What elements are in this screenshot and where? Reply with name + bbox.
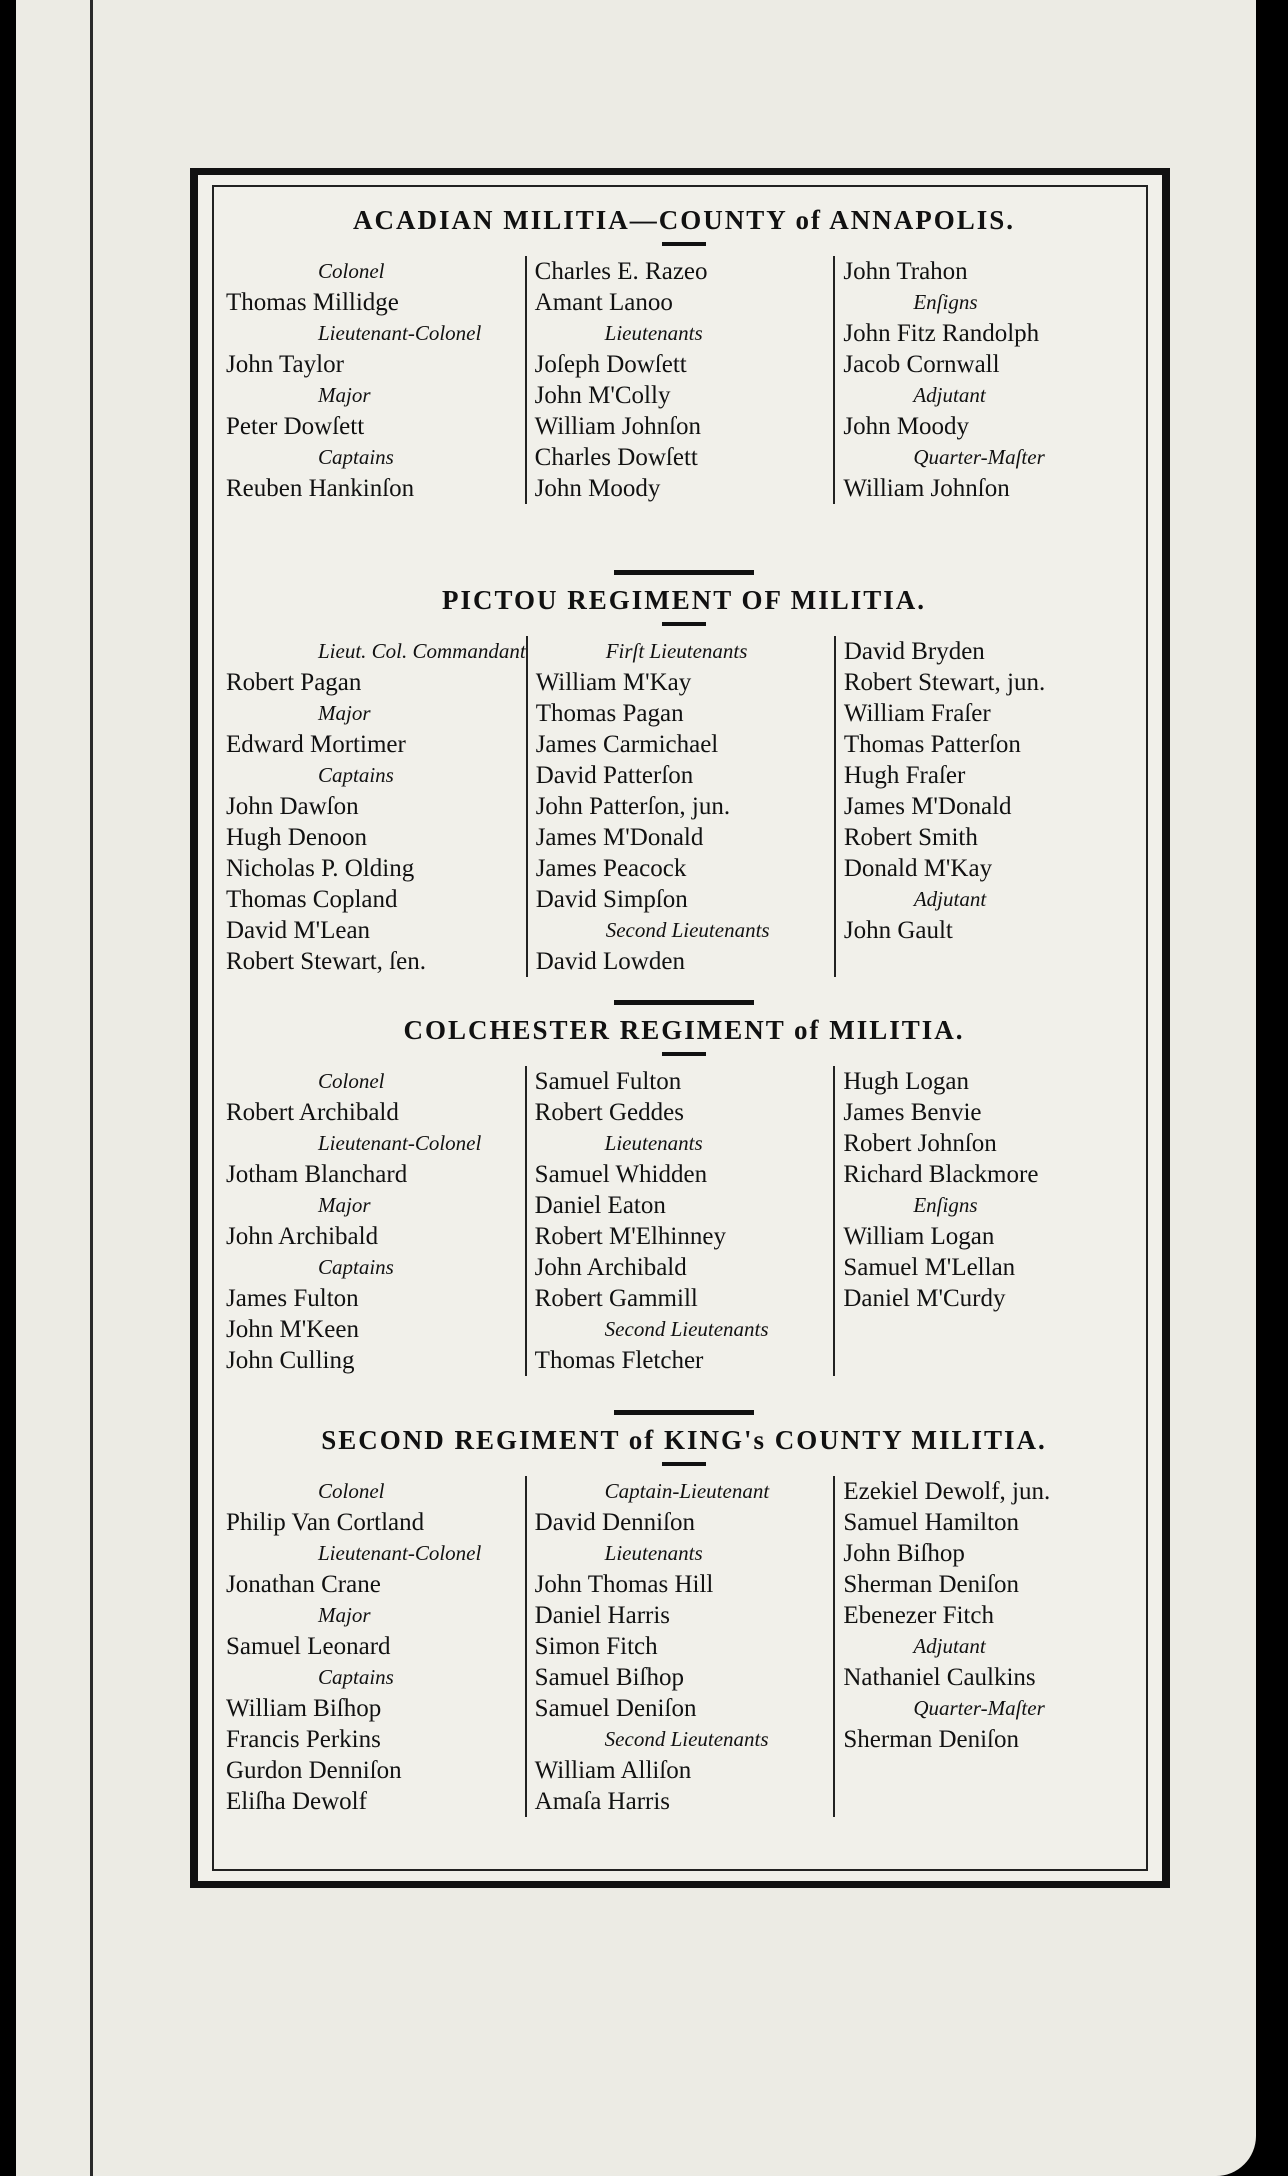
officer-name: Robert Pagan [226, 669, 362, 696]
officer-name: Robert Gammill [534, 1285, 698, 1312]
rank-heading: Lieutenant-Colonel [318, 1131, 482, 1155]
rank-heading: Enſigns [913, 1193, 978, 1217]
column-middle [525, 1066, 834, 1376]
officer-name: James M'Donald [535, 824, 704, 851]
officer-name: Robert Johnſon [843, 1130, 997, 1157]
officer-name: John Archibald [534, 1254, 687, 1281]
section-title: PICTOU REGIMENT OF MILITIA. [441, 585, 927, 615]
officer-name: John Taylor [226, 351, 344, 378]
officer-name: David Denniſon [534, 1509, 696, 1536]
section-annapolis [226, 205, 1142, 504]
rank-heading: Enſigns [913, 290, 978, 314]
rank-heading: Major [318, 1603, 371, 1627]
officer-name: Joſeph Dowſett [534, 351, 687, 378]
officer-name: James Benvie [843, 1099, 982, 1126]
officer-name: Robert Stewart, jun. [843, 669, 1046, 696]
rank-heading: Adjutant [913, 1634, 986, 1658]
officer-name: Charles Dowſett [534, 444, 698, 471]
officer-name: James Fulton [226, 1285, 359, 1312]
officer-name: John Dawſon [226, 793, 359, 820]
officer-name: James Carmichael [535, 731, 719, 758]
officer-name: Hugh Logan [843, 1068, 970, 1095]
officer-name: Simon Fitch [534, 1633, 658, 1660]
rank-heading: Major [318, 701, 371, 725]
officer-name: Thomas Fletcher [534, 1347, 704, 1374]
officer-name: Gurdon Denniſon [226, 1757, 402, 1784]
officer-name: William Fraſer [843, 700, 991, 727]
section-pictou [226, 570, 1142, 977]
section-divider [614, 1410, 754, 1415]
column-left [226, 256, 525, 504]
officer-name: Eliſha Dewolf [226, 1788, 367, 1815]
rank-heading: Quarter-Maſter [913, 1696, 1045, 1720]
column-right [833, 1066, 1142, 1376]
officer-name: John M'Colly [534, 382, 671, 409]
column-middle [526, 636, 834, 977]
column-left [226, 1066, 525, 1376]
officer-name: William Johnſon [843, 475, 1010, 502]
officer-name: David Bryden [843, 638, 985, 665]
officer-name: William Alliſon [534, 1757, 692, 1784]
rank-heading: Captains [318, 1255, 394, 1279]
officer-name: Francis Perkins [226, 1726, 381, 1753]
officer-name: John Fitz Randolph [843, 320, 1040, 347]
rank-heading: Lieutenant-Colonel [318, 321, 482, 345]
officer-name: Samuel Leonard [226, 1633, 391, 1660]
officer-name: Richard Blackmore [843, 1161, 1039, 1188]
officer-name: William Biſhop [226, 1695, 382, 1722]
rank-heading: Major [318, 383, 371, 407]
officer-name: James Peacock [535, 855, 687, 882]
officer-name: Samuel Biſhop [534, 1664, 684, 1691]
officer-name: Nathaniel Caulkins [843, 1664, 1036, 1691]
officer-name: Charles E. Razeo [534, 258, 708, 285]
officer-name: Nicholas P. Olding [226, 855, 415, 882]
officer-columns [226, 1066, 1142, 1376]
rank-heading: Second Lieutenants [605, 918, 770, 942]
rank-heading: Quarter-Maſter [913, 445, 1045, 469]
officer-name: Philip Van Cortland [226, 1509, 425, 1536]
printed-frame [190, 168, 1170, 1888]
column-right [834, 636, 1142, 977]
officer-name: John Moody [843, 413, 970, 440]
officer-name: Robert M'Elhinney [534, 1223, 726, 1250]
column-left [226, 636, 526, 977]
title-rule [662, 622, 706, 626]
paper-page [16, 0, 1256, 2176]
officer-name: Thomas Copland [226, 886, 398, 913]
officer-name: Amaſa Harris [534, 1788, 671, 1815]
officer-columns [226, 256, 1142, 504]
officer-name: Daniel M'Curdy [843, 1285, 1006, 1312]
officer-name: Samuel M'Lellan [843, 1254, 1016, 1281]
officer-columns [226, 636, 1142, 977]
rank-heading: Adjutant [913, 383, 986, 407]
officer-name: Peter Dowſett [226, 413, 365, 440]
rank-heading: Lieutenants [604, 321, 703, 345]
officer-name: Amant Lanoo [534, 289, 673, 316]
officer-name: Jonathan Crane [226, 1571, 381, 1598]
officer-name: Edward Mortimer [226, 731, 406, 758]
title-rule [662, 1052, 706, 1056]
officer-name: Samuel Hamilton [843, 1509, 1020, 1536]
officer-name: David Simpſon [535, 886, 688, 913]
column-middle [525, 256, 834, 504]
officer-name: Thomas Patterſon [843, 731, 1021, 758]
officer-columns [226, 1476, 1142, 1817]
officer-name: Samuel Whidden [534, 1161, 708, 1188]
officer-name: David M'Lean [226, 917, 371, 944]
officer-name: Samuel Deniſon [534, 1695, 697, 1722]
officer-name: Sherman Deniſon [843, 1571, 1020, 1598]
section-divider [614, 1000, 754, 1005]
officer-name: Donald M'Kay [843, 855, 993, 882]
title-rule [662, 242, 706, 246]
officer-name: Thomas Pagan [535, 700, 684, 727]
rank-heading: Lieutenants [604, 1541, 703, 1565]
title-rule [662, 1462, 706, 1466]
officer-name: Jotham Blanchard [226, 1161, 408, 1188]
officer-name: Robert Smith [843, 824, 978, 851]
rank-heading: Colonel [318, 1069, 385, 1093]
officer-name: Sherman Deniſon [843, 1726, 1020, 1753]
rank-heading: Major [318, 1193, 371, 1217]
rank-heading: Second Lieutenants [604, 1727, 769, 1751]
rank-heading: Lieut. Col. Commandant [318, 639, 526, 663]
column-left [226, 1476, 525, 1817]
section-kings-county [226, 1410, 1142, 1817]
column-right [833, 256, 1142, 504]
officer-name: William Logan [843, 1223, 995, 1250]
officer-name: Ezekiel Dewolf, jun. [843, 1478, 1051, 1505]
officer-name: William M'Kay [535, 669, 692, 696]
rank-heading: Captains [318, 445, 394, 469]
officer-name: Daniel Eaton [534, 1192, 666, 1219]
officer-name: Hugh Fraſer [843, 762, 966, 789]
officer-name: Reuben Hankinſon [226, 475, 415, 502]
rank-heading: Colonel [318, 1479, 385, 1503]
section-title: SECOND REGIMENT of KING's COUNTY MILITIA. [321, 1425, 1047, 1455]
rank-heading: Captains [318, 1665, 394, 1689]
officer-name: John Archibald [226, 1223, 379, 1250]
column-middle [525, 1476, 834, 1817]
rank-heading: Captains [318, 763, 394, 787]
rank-heading: Lieutenant-Colonel [318, 1541, 482, 1565]
officer-name: Thomas Millidge [226, 289, 399, 316]
officer-name: David Patterſon [535, 762, 694, 789]
officer-name: John Gault [843, 917, 953, 944]
officer-name: William Johnſon [534, 413, 702, 440]
rank-heading: Captain-Lieutenant [604, 1479, 770, 1503]
officer-name: Daniel Harris [534, 1602, 671, 1629]
rank-heading: Lieutenants [604, 1131, 703, 1155]
officer-name: Samuel Fulton [534, 1068, 682, 1095]
officer-name: Robert Archibald [226, 1099, 399, 1126]
rank-heading: Firſt Lieutenants [605, 639, 748, 663]
binding-fold [90, 0, 93, 2176]
section-title: ACADIAN MILITIA—COUNTY of ANNAPOLIS. [352, 205, 1016, 235]
officer-name: John Patterſon, jun. [535, 793, 731, 820]
officer-name: John Biſhop [843, 1540, 965, 1567]
officer-name: John Thomas Hill [534, 1571, 714, 1598]
officer-name: John Moody [534, 475, 661, 502]
officer-name: David Lowden [535, 948, 685, 975]
officer-name: Robert Geddes [534, 1099, 684, 1126]
officer-name: Robert Stewart, ſen. [226, 948, 426, 975]
section-divider [614, 570, 754, 575]
officer-name: Hugh Denoon [226, 824, 367, 851]
section-title: COLCHESTER REGIMENT of MILITIA. [403, 1015, 965, 1045]
officer-name: James M'Donald [843, 793, 1012, 820]
officer-name: John Trahon [843, 258, 968, 285]
rank-heading: Adjutant [913, 887, 987, 911]
section-colchester [226, 1000, 1142, 1376]
column-right [833, 1476, 1142, 1817]
officer-name: Jacob Cornwall [843, 351, 1000, 378]
rank-heading: Colonel [318, 259, 385, 283]
rank-heading: Second Lieutenants [604, 1317, 769, 1341]
officer-name: John M'Keen [226, 1316, 359, 1343]
officer-name: John Culling [226, 1347, 355, 1374]
officer-name: Ebenezer Fitch [843, 1602, 994, 1629]
